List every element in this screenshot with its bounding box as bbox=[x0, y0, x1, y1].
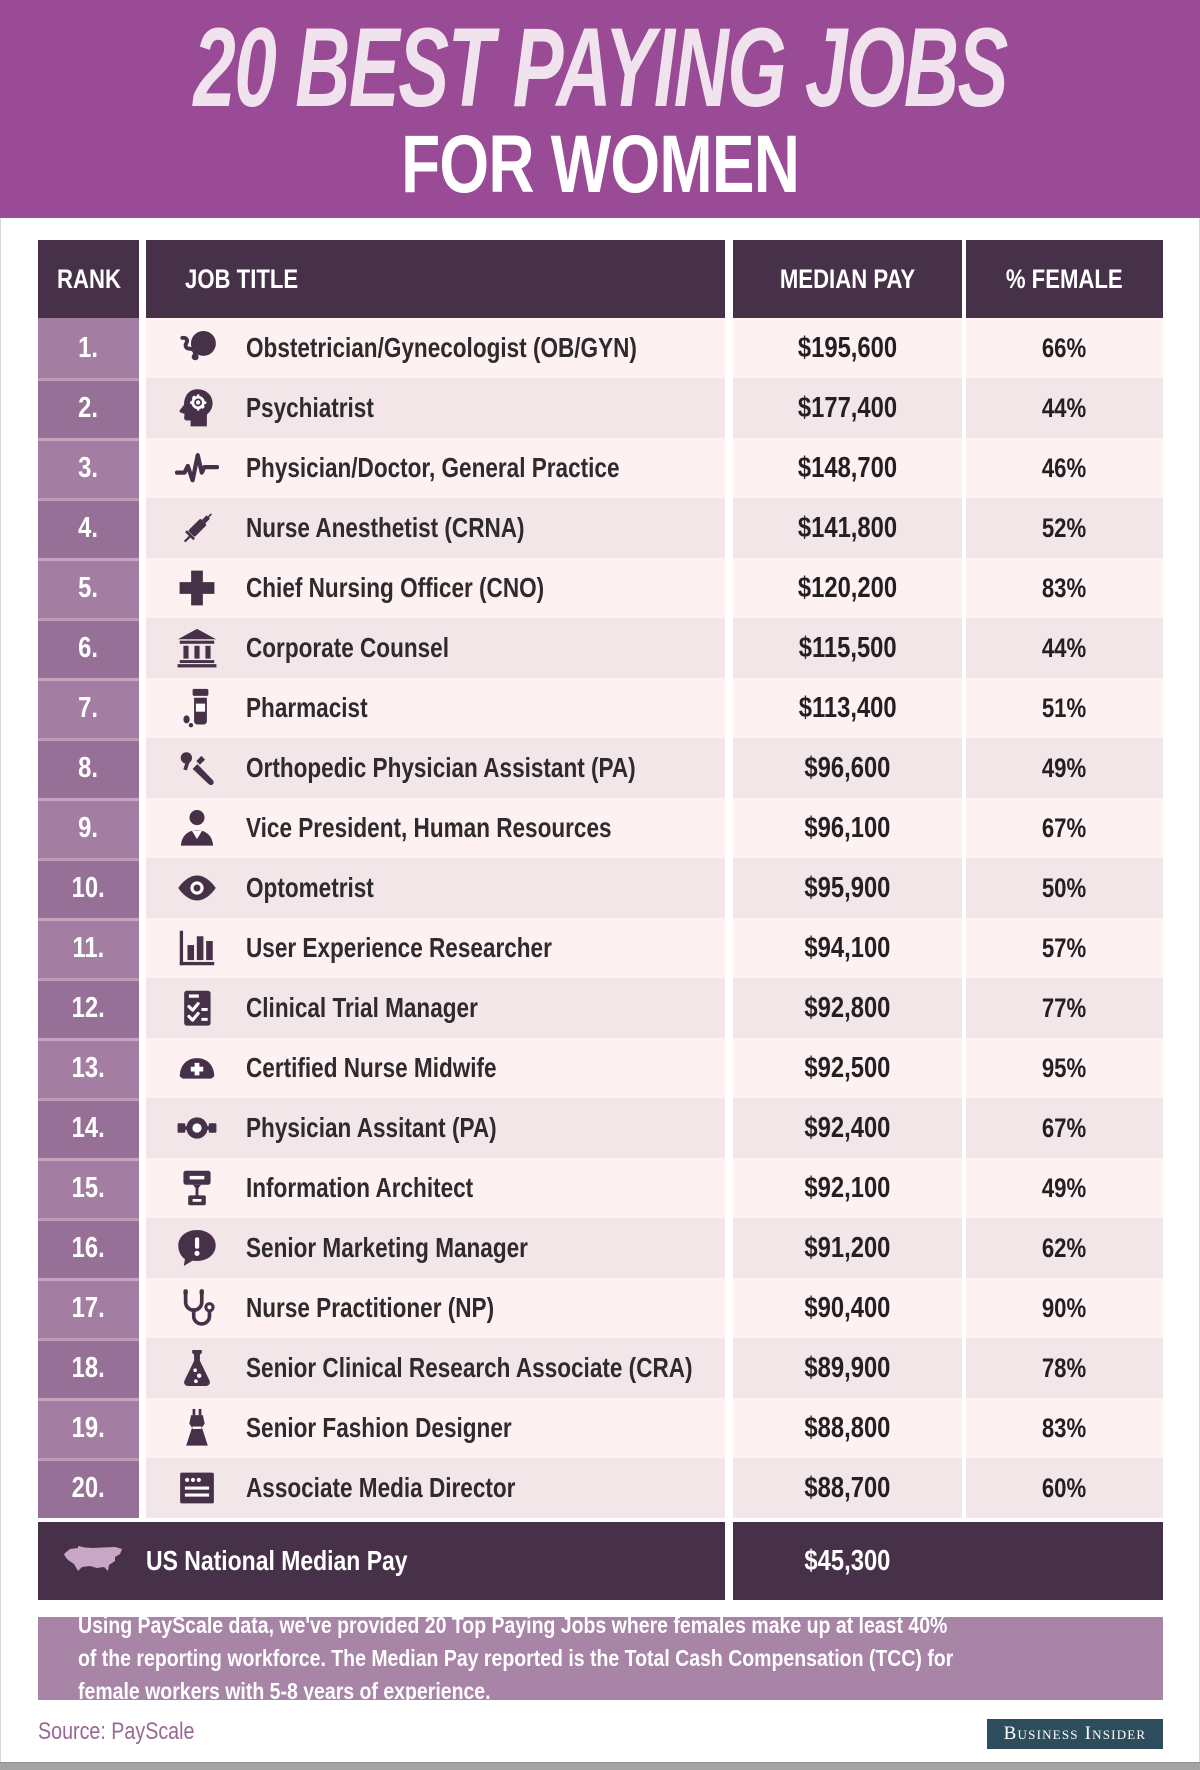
rank-label: 9. bbox=[78, 811, 99, 844]
medical-cross-icon bbox=[174, 565, 220, 611]
median-pay-value: $91,200 bbox=[804, 1231, 891, 1264]
percent-female-value: 67% bbox=[1042, 1112, 1087, 1143]
column-header-job-title: JOB TITLE bbox=[146, 240, 725, 318]
median-pay-value: $177,400 bbox=[797, 391, 898, 424]
percent-female-cell bbox=[966, 1278, 1163, 1338]
pill-bottle-icon bbox=[174, 685, 220, 731]
rank-cell bbox=[38, 1038, 139, 1098]
bar-chart-icon bbox=[174, 925, 220, 971]
job-cell bbox=[146, 918, 725, 978]
rank-label: 18. bbox=[71, 1351, 106, 1384]
heartbeat-icon bbox=[174, 445, 220, 491]
table-row bbox=[38, 678, 1163, 738]
rank-label: 10. bbox=[71, 871, 106, 904]
fetus-icon bbox=[174, 325, 220, 371]
percent-female-value: 67% bbox=[1042, 812, 1087, 843]
table-row bbox=[38, 1278, 1163, 1338]
percent-female-cell bbox=[966, 678, 1163, 738]
rank-cell bbox=[38, 1278, 139, 1338]
job-title: Chief Nursing Officer (CNO) bbox=[246, 572, 545, 603]
median-pay-cell bbox=[733, 798, 962, 858]
job-cell bbox=[146, 678, 725, 738]
percent-female-cell bbox=[966, 1158, 1163, 1218]
chat-exclamation-icon bbox=[174, 1225, 220, 1271]
job-title: Senior Fashion Designer bbox=[246, 1412, 512, 1443]
median-pay-value: $141,800 bbox=[797, 511, 898, 544]
rank-cell bbox=[38, 918, 139, 978]
nurse-cap-icon bbox=[174, 1045, 220, 1091]
percent-female-cell bbox=[966, 438, 1163, 498]
rank-label: 8. bbox=[78, 751, 99, 784]
median-pay-cell bbox=[733, 438, 962, 498]
business-insider-logo bbox=[987, 1719, 1163, 1749]
rank-label: 6. bbox=[78, 631, 99, 664]
rank-cell bbox=[38, 1398, 139, 1458]
percent-female-value: 57% bbox=[1042, 932, 1087, 963]
percent-female-value: 62% bbox=[1042, 1232, 1087, 1263]
median-pay-value: $90,400 bbox=[804, 1291, 891, 1324]
percent-female-value: 51% bbox=[1042, 692, 1087, 723]
rank-cell bbox=[38, 1218, 139, 1278]
clipboard-checks-icon bbox=[174, 985, 220, 1031]
median-pay-cell bbox=[733, 1218, 962, 1278]
job-cell bbox=[146, 1278, 725, 1338]
median-pay-value: $113,400 bbox=[798, 691, 897, 724]
sitemap-icon bbox=[174, 1165, 220, 1211]
job-cell bbox=[146, 1338, 725, 1398]
source-credit: Source: PayScale bbox=[38, 1718, 195, 1745]
job-title: Optometrist bbox=[246, 872, 374, 903]
percent-female-cell bbox=[966, 1398, 1163, 1458]
rank-label: 1. bbox=[78, 331, 99, 364]
rank-label: 15. bbox=[71, 1171, 106, 1204]
median-pay-cell bbox=[733, 1158, 962, 1218]
percent-female-value: 44% bbox=[1042, 392, 1087, 423]
median-pay-cell bbox=[733, 618, 962, 678]
rank-cell bbox=[38, 1098, 139, 1158]
percent-female-value: 60% bbox=[1042, 1472, 1087, 1503]
percent-female-value: 49% bbox=[1042, 752, 1087, 783]
job-cell bbox=[146, 858, 725, 918]
us-national-median-row bbox=[38, 1522, 1163, 1600]
job-title: User Experience Researcher bbox=[246, 932, 552, 963]
job-title: Information Architect bbox=[246, 1172, 474, 1203]
job-title: Pharmacist bbox=[246, 692, 368, 723]
rank-label: 3. bbox=[78, 451, 99, 484]
percent-female-cell bbox=[966, 738, 1163, 798]
median-pay-value: $92,800 bbox=[804, 991, 891, 1024]
eye-icon bbox=[174, 865, 220, 911]
column-header-percent-female: % FEMALE bbox=[966, 240, 1163, 318]
head-gear-icon bbox=[174, 385, 220, 431]
rank-cell bbox=[38, 1158, 139, 1218]
job-title: Associate Media Director bbox=[246, 1472, 516, 1503]
median-pay-cell bbox=[733, 918, 962, 978]
stethoscope-icon bbox=[174, 1285, 220, 1331]
median-pay-cell bbox=[733, 1458, 962, 1518]
rank-cell bbox=[38, 618, 139, 678]
median-pay-cell bbox=[733, 378, 962, 438]
rank-cell bbox=[38, 738, 139, 798]
table-row bbox=[38, 498, 1163, 558]
table-row bbox=[38, 918, 1163, 978]
median-pay-value: $92,100 bbox=[804, 1171, 891, 1204]
us-map-icon bbox=[62, 1541, 124, 1581]
table-header-row bbox=[38, 240, 1163, 318]
median-pay-cell bbox=[733, 1278, 962, 1338]
median-pay-cell bbox=[733, 318, 962, 378]
job-cell bbox=[146, 1158, 725, 1218]
median-pay-cell bbox=[733, 738, 962, 798]
column-header-rank: RANK bbox=[38, 240, 139, 318]
median-pay-cell bbox=[733, 858, 962, 918]
orthopedic-tools-icon bbox=[174, 745, 220, 791]
percent-female-value: 83% bbox=[1042, 572, 1087, 603]
table-row bbox=[38, 738, 1163, 798]
rank-cell bbox=[38, 978, 139, 1038]
percent-female-value: 78% bbox=[1042, 1352, 1087, 1383]
median-pay-cell bbox=[733, 1338, 962, 1398]
rank-label: 19. bbox=[71, 1411, 106, 1444]
rank-cell bbox=[38, 798, 139, 858]
rank-label: 14. bbox=[71, 1111, 106, 1144]
job-cell bbox=[146, 738, 725, 798]
hero-header bbox=[0, 0, 1200, 218]
job-cell bbox=[146, 978, 725, 1038]
job-cell bbox=[146, 1458, 725, 1518]
percent-female-cell bbox=[966, 858, 1163, 918]
job-cell bbox=[146, 1098, 725, 1158]
rank-cell bbox=[38, 558, 139, 618]
job-title: Corporate Counsel bbox=[246, 632, 449, 663]
median-pay-value: $148,700 bbox=[797, 451, 898, 484]
table-row bbox=[38, 318, 1163, 378]
percent-female-value: 46% bbox=[1042, 452, 1087, 483]
table-row bbox=[38, 1158, 1163, 1218]
bank-icon bbox=[174, 625, 220, 671]
median-pay-value: $120,200 bbox=[797, 571, 898, 604]
job-title: Orthopedic Physician Assistant (PA) bbox=[246, 752, 636, 783]
rank-cell bbox=[38, 498, 139, 558]
job-title: Physician Assitant (PA) bbox=[246, 1112, 497, 1143]
median-pay-value: $92,500 bbox=[804, 1051, 891, 1084]
us-national-pay-value: $45,300 bbox=[804, 1544, 891, 1577]
us-national-pay-cell bbox=[733, 1522, 1163, 1600]
dress-icon bbox=[174, 1405, 220, 1451]
table-row bbox=[38, 858, 1163, 918]
table-row bbox=[38, 1038, 1163, 1098]
percent-female-cell bbox=[966, 798, 1163, 858]
percent-female-cell bbox=[966, 1338, 1163, 1398]
job-title: Psychiatrist bbox=[246, 392, 374, 423]
median-pay-value: $92,400 bbox=[804, 1111, 891, 1144]
percent-female-value: 50% bbox=[1042, 872, 1087, 903]
table-row bbox=[38, 438, 1163, 498]
rank-label: 11. bbox=[72, 931, 105, 964]
median-pay-value: $195,600 bbox=[797, 331, 898, 364]
table-body bbox=[38, 318, 1163, 1518]
percent-female-value: 90% bbox=[1042, 1292, 1087, 1323]
job-title: Clinical Trial Manager bbox=[246, 992, 478, 1023]
rank-label: 16. bbox=[71, 1231, 106, 1264]
column-header-median-pay: MEDIAN PAY bbox=[733, 240, 962, 318]
table-row bbox=[38, 798, 1163, 858]
bottom-strip bbox=[0, 1762, 1200, 1770]
rank-cell bbox=[38, 378, 139, 438]
rank-label: 13. bbox=[71, 1051, 106, 1084]
table-row bbox=[38, 1398, 1163, 1458]
job-cell bbox=[146, 798, 725, 858]
table-row bbox=[38, 558, 1163, 618]
jobs-table bbox=[38, 240, 1163, 1600]
person-icon bbox=[174, 805, 220, 851]
percent-female-value: 77% bbox=[1042, 992, 1087, 1023]
percent-female-cell bbox=[966, 318, 1163, 378]
median-pay-value: $94,100 bbox=[804, 931, 891, 964]
job-title: Nurse Practitioner (NP) bbox=[246, 1292, 495, 1323]
median-pay-cell bbox=[733, 978, 962, 1038]
percent-female-value: 83% bbox=[1042, 1412, 1087, 1443]
table-row bbox=[38, 1458, 1163, 1518]
rank-cell bbox=[38, 438, 139, 498]
percent-female-cell bbox=[966, 918, 1163, 978]
median-pay-cell bbox=[733, 558, 962, 618]
median-pay-value: $96,600 bbox=[804, 751, 891, 784]
job-cell bbox=[146, 1038, 725, 1098]
syringe-icon bbox=[174, 505, 220, 551]
percent-female-cell bbox=[966, 1098, 1163, 1158]
median-pay-value: $96,100 bbox=[804, 811, 891, 844]
percent-female-value: 52% bbox=[1042, 512, 1087, 543]
page-title-line1: 20 BEST PAYING JOBS bbox=[193, 5, 1007, 130]
us-national-label: US National Median Pay bbox=[146, 1545, 408, 1576]
job-cell bbox=[146, 318, 725, 378]
job-cell bbox=[146, 378, 725, 438]
job-cell bbox=[146, 1218, 725, 1278]
rank-cell bbox=[38, 678, 139, 738]
job-title: Senior Clinical Research Associate (CRA) bbox=[246, 1352, 693, 1383]
us-national-label-cell bbox=[38, 1522, 725, 1600]
job-cell bbox=[146, 618, 725, 678]
job-title: Senior Marketing Manager bbox=[246, 1232, 528, 1263]
median-pay-value: $115,500 bbox=[798, 631, 897, 664]
median-pay-value: $95,900 bbox=[804, 871, 891, 904]
flask-icon bbox=[174, 1345, 220, 1391]
percent-female-cell bbox=[966, 498, 1163, 558]
percent-female-value: 49% bbox=[1042, 1172, 1087, 1203]
rank-label: 4. bbox=[78, 511, 99, 544]
median-pay-value: $89,900 bbox=[804, 1351, 891, 1384]
table-row bbox=[38, 618, 1163, 678]
job-title: Obstetrician/Gynecologist (OB/GYN) bbox=[246, 332, 637, 363]
methodology-note bbox=[38, 1612, 1163, 1704]
job-cell bbox=[146, 438, 725, 498]
table-row bbox=[38, 1218, 1163, 1278]
median-pay-value: $88,700 bbox=[804, 1471, 891, 1504]
table-row bbox=[38, 1338, 1163, 1398]
percent-female-cell bbox=[966, 378, 1163, 438]
median-pay-cell bbox=[733, 1398, 962, 1458]
rank-label: 7. bbox=[78, 691, 99, 724]
median-pay-cell bbox=[733, 678, 962, 738]
percent-female-cell bbox=[966, 618, 1163, 678]
job-cell bbox=[146, 558, 725, 618]
job-title: Physician/Doctor, General Practice bbox=[246, 452, 620, 483]
newspaper-icon bbox=[174, 1465, 220, 1511]
rank-cell bbox=[38, 1458, 139, 1518]
table-row bbox=[38, 978, 1163, 1038]
percent-female-cell bbox=[966, 1038, 1163, 1098]
percent-female-cell bbox=[966, 558, 1163, 618]
percent-female-value: 44% bbox=[1042, 632, 1087, 663]
rank-cell bbox=[38, 318, 139, 378]
percent-female-cell bbox=[966, 978, 1163, 1038]
table-row bbox=[38, 378, 1163, 438]
rank-cell bbox=[38, 858, 139, 918]
job-title: Nurse Anesthetist (CRNA) bbox=[246, 512, 525, 543]
median-pay-cell bbox=[733, 1098, 962, 1158]
percent-female-cell bbox=[966, 1218, 1163, 1278]
table-row bbox=[38, 1098, 1163, 1158]
percent-female-value: 95% bbox=[1042, 1052, 1087, 1083]
rank-cell bbox=[38, 1338, 139, 1398]
rank-label: 5. bbox=[78, 571, 99, 604]
business-insider-logo-text: Business Insider bbox=[1003, 1723, 1147, 1744]
median-pay-value: $88,800 bbox=[804, 1411, 891, 1444]
page-title-line2: FOR WOMEN bbox=[400, 119, 800, 210]
job-title: Certified Nurse Midwife bbox=[246, 1052, 497, 1083]
methodology-note-text: Using PayScale data, we've provided 20 Top Paying Jobs where females make up at least 40% of the reporting workforce. The Median Pay reported is the Total Cash Compensation (TCC) for female workers with 5-8 years of experience. bbox=[78, 1612, 954, 1704]
job-cell bbox=[146, 1398, 725, 1458]
percent-female-cell bbox=[966, 1458, 1163, 1518]
rank-label: 17. bbox=[71, 1291, 106, 1324]
rank-label: 20. bbox=[71, 1471, 106, 1504]
median-pay-cell bbox=[733, 498, 962, 558]
job-cell bbox=[146, 498, 725, 558]
job-title: Vice President, Human Resources bbox=[246, 812, 612, 843]
percent-female-value: 66% bbox=[1042, 332, 1087, 363]
rank-label: 2. bbox=[78, 391, 99, 424]
median-pay-cell bbox=[733, 1038, 962, 1098]
rank-label: 12. bbox=[71, 991, 106, 1024]
head-mirror-icon bbox=[174, 1105, 220, 1151]
